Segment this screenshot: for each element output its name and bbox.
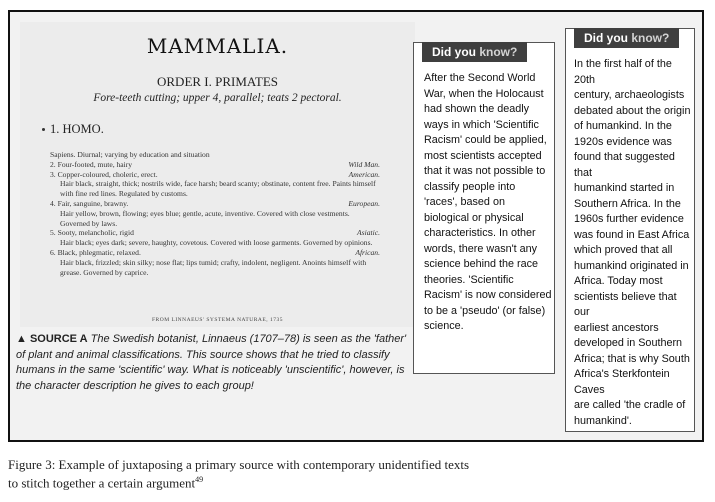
card-line: had shown the deadly [424,103,530,115]
card-line: developed in Southern [574,337,683,349]
classification-entries [50,150,380,277]
card-line: In the first half of the 20th [574,58,672,86]
scanned-figure [8,10,704,442]
card-body [424,71,551,335]
card-line: humankind'. [574,414,632,427]
card-line: debated about the origin [574,104,691,117]
card-line: theories. 'Scientific [424,273,514,286]
card-line: Africa. Today most [574,275,663,287]
card-line: found that suggested that [574,151,675,179]
card-line: humankind originated in [574,259,689,272]
entry-head: 5. Sooty, melancholic, rigid [50,228,134,238]
classification-entry [50,248,380,277]
card-line: are called 'the cradle of [574,399,686,411]
card-heading-did: Did you [584,31,628,45]
card-heading-know: know? [631,31,670,45]
document-title: MAMMALIA. [146,34,289,58]
source-label: SOURCE A [29,333,88,345]
did-you-know-card-2 [565,28,695,432]
card-line: scientists believe that our [574,290,677,318]
card-line: ways in which 'Scientific [424,118,539,131]
source-caption [16,332,412,394]
entry-description: Hair black, straight, thick; nostrils wide, face harsh; beard scanty; obstinate, content free. Paints himself with fine red lines. Regulated by customs. [60,179,376,199]
did-you-know-card-1 [413,42,555,374]
card-line: to be a 'pseudo' (or false) [424,304,546,317]
card-line: earliest ancestors [574,321,659,334]
entry-tag: Asiatic. [357,228,380,238]
entry-description: Hair black, frizzled; skin silky; nose flat; lips tumid; crafty, indolent, negligent. Anoints himself with grease. Governed by caprice. [60,257,367,277]
card-line: War, when the Holocaust [424,87,544,100]
classification-entry [50,199,380,228]
figure-caption-line2: to stitch together a certain argument [8,475,196,491]
card-heading [422,42,527,62]
entry-head: Sapiens. Diurnal; varying by education and situation [50,150,210,159]
card-line: 1960s further evidence [574,213,684,225]
triangle-up-icon: ▲ [16,333,27,345]
linnaeus-source-document [20,22,415,327]
figure-caption-line1: Figure 3: Example of juxtaposing a primary source with contemporary unidentified texts [8,457,470,472]
entry-tag: European. [348,198,380,208]
entry-tag: American. [348,169,380,179]
document-characters: Fore-teeth cutting; upper 4, parallel; teats 2 pectoral. [93,92,342,104]
document-genus: 1. HOMO. [50,122,104,136]
card-line: of humankind. In the [574,120,672,132]
classification-entry [50,160,380,170]
card-line: characteristics. In other [424,227,536,239]
card-line: humankind started in [574,182,675,194]
card-line: that it was not possible to [424,165,546,177]
card-line: most scientists accepted [424,149,542,162]
figure-caption-line2-wrapper [8,472,708,490]
card-line: century, archaeologists [574,89,685,101]
entry-head: 6. Black, phlegmatic, relaxed. [50,247,141,257]
card-line: Racism' could be applied, [424,134,547,146]
entry-description: Hair black; eyes dark; severe, haughty, covetous. Covered with loose garments. Governed by opinions. [60,238,373,248]
document-footer: FROM LINNAEUS' SYSTEMA NATURAE, 1735 [152,317,283,323]
entry-tag: African. [355,247,380,257]
card-heading [574,28,679,48]
card-line: After the Second World [424,72,536,84]
entry-head: 2. Four-footed, mute, hairy [50,159,133,169]
footnote-reference: 49 [195,475,204,484]
card-line: which proved that all [574,244,673,256]
card-line: biological or physical [424,211,524,224]
card-body [574,57,694,429]
card-line: words, there wasn't any [424,242,538,255]
card-line: Africa; that is why South [574,352,690,365]
card-heading-did: Did you [432,45,476,59]
entry-head: 3. Copper-coloured, choleric, erect. [50,169,158,179]
source-caption-text: The Swedish botanist, Linnaeus (1707–78) is seen as the 'father' of plant and animal classifications. This source shows that he tried to classify humans in the same 'scientific' way. What is noticeably 'unscientific', however, is the character description he gives to each group! [16,333,407,392]
card-line: 1920s evidence was [574,135,672,148]
classification-entry [50,170,380,199]
card-line: science. [424,320,464,332]
card-heading-know: know? [479,45,518,59]
figure-caption [8,457,708,490]
bullet-dot-icon [42,128,45,131]
card-line: science behind the race [424,258,539,270]
card-line: Africa's Sterkfontein Caves [574,368,670,396]
card-line: was found in East Africa [574,228,690,241]
card-line: 'races', based on [424,196,505,208]
classification-entry [50,150,380,160]
entry-tag: Wild Man. [348,159,380,169]
entry-head: 4. Fair, sanguine, brawny. [50,198,129,208]
card-line: classify people into [424,180,516,193]
card-line: Racism' is now considered [424,289,552,301]
classification-entry [50,228,380,248]
entry-description: Hair yellow, brown, flowing; eyes blue; gentle, acute, inventive. Covered with close vestments. Governed by laws. [60,208,350,228]
card-line: Southern Africa. In the [574,197,681,210]
document-order: ORDER I. PRIMATES [157,74,278,89]
